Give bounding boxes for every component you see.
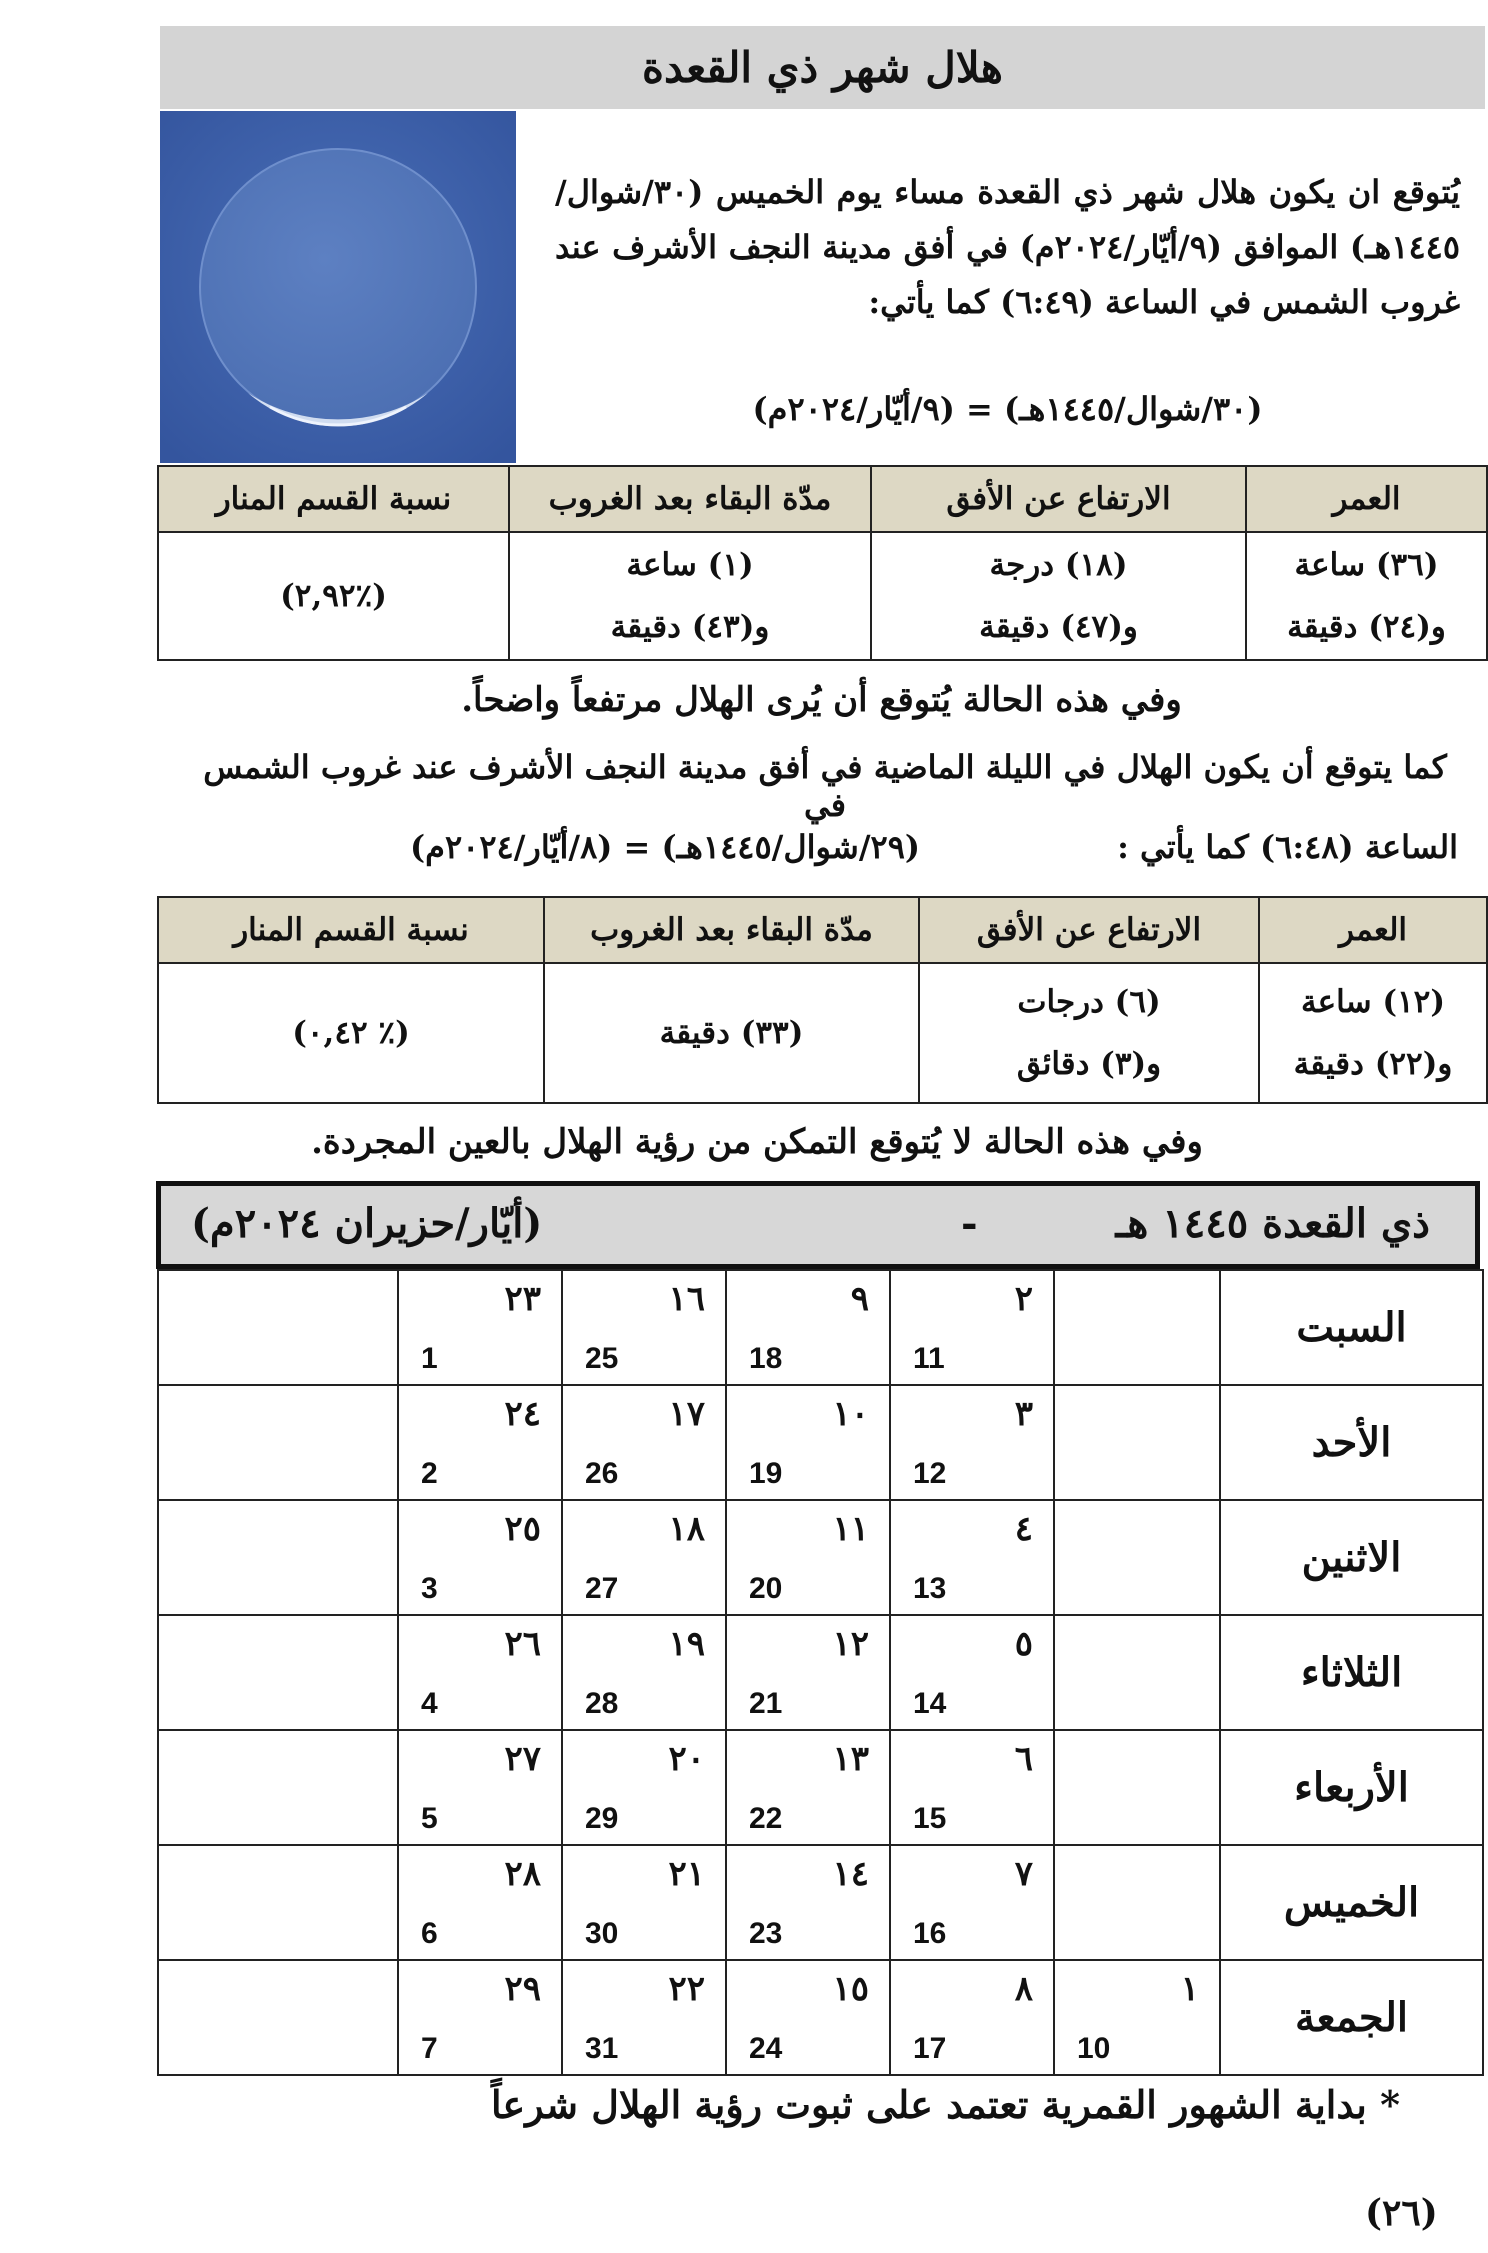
calendar-cell: [890, 1730, 1054, 1845]
calendar-cell: [890, 1615, 1054, 1730]
hijri-day: ٢٣: [504, 1279, 541, 1319]
hijri-day: ١٢: [832, 1624, 869, 1664]
calendar-cell: [890, 1500, 1054, 1615]
gregorian-day: 2: [421, 1457, 438, 1490]
calendar-cell: [158, 1270, 398, 1385]
calendar-cell: [398, 1845, 562, 1960]
hijri-day: ٩: [850, 1279, 869, 1319]
calendar-cell: [158, 1500, 398, 1615]
gregorian-day: 3: [421, 1572, 438, 1605]
gregorian-day: 28: [585, 1687, 619, 1720]
calendar-row: [158, 1960, 1483, 2075]
hijri-day: ١٥: [832, 1969, 869, 2009]
hijri-day: ٢: [1014, 1279, 1033, 1319]
calendar-cell: [726, 1615, 890, 1730]
previous-night-date: (٢٩/شوال/١٤٤٥هـ) = (٨/أيّار/٢٠٢٤م): [410, 828, 921, 866]
gregorian-day: 19: [749, 1457, 783, 1490]
calendar-row: [158, 1615, 1483, 1730]
gregorian-day: 23: [749, 1917, 783, 1950]
calendar-header: [156, 1181, 1480, 1269]
hijri-day: ١٦: [668, 1279, 705, 1319]
calendar-separator: -: [961, 1200, 978, 1247]
page-title: هلال شهر ذي القعدة: [642, 43, 1003, 92]
hijri-day: ١٣: [832, 1739, 869, 1779]
calendar-cell: [890, 1960, 1054, 2075]
gregorian-day: 22: [749, 1802, 783, 1835]
calendar-cell: [158, 1615, 398, 1730]
page-title-bar: [160, 26, 1485, 109]
header-age: العمر: [1259, 897, 1487, 963]
gregorian-day: 15: [913, 1802, 947, 1835]
gregorian-day: 16: [913, 1917, 947, 1950]
gregorian-day: 21: [749, 1687, 783, 1720]
calendar-cell: [562, 1960, 726, 2075]
page-number: (٢٦): [1365, 2192, 1438, 2234]
previous-night-time: الساعة (٦:٤٨) كما يأتي :: [1117, 828, 1458, 866]
gregorian-day: 31: [585, 2032, 619, 2065]
hijri-day: ٢٩: [504, 1969, 541, 2009]
visibility-table-2: [157, 896, 1488, 1104]
calendar-cell: [158, 1960, 398, 2075]
duration-cell: (٣٣) دقيقة: [544, 963, 919, 1103]
weekday-label: الخميس: [1220, 1845, 1483, 1960]
hijri-day: ٢٧: [504, 1739, 541, 1779]
calendar-cell: [562, 1615, 726, 1730]
illumination-cell: (٪٢,٩٢): [158, 532, 509, 660]
altitude-cell: (٦) درجات و(٣) دقائق: [919, 963, 1259, 1103]
calendar-cell: [562, 1385, 726, 1500]
calendar-cell: [1054, 1960, 1220, 2075]
hijri-day: ٢٦: [504, 1624, 541, 1664]
hijri-day: ٦: [1014, 1739, 1033, 1779]
header-altitude: الارتفاع عن الأفق: [871, 466, 1246, 532]
calendar-cell: [398, 1960, 562, 2075]
altitude-cell: (١٨) درجة و(٤٧) دقيقة: [871, 532, 1246, 660]
weekday-label: الجمعة: [1220, 1960, 1483, 2075]
gregorian-day: 4: [421, 1687, 438, 1720]
intro-date-line: (٣٠/شوال/١٤٤٥هـ) = (٩/أيّار/٢٠٢٤م): [752, 390, 1263, 428]
calendar-cell: [398, 1615, 562, 1730]
age-cell: (١٢) ساعة و(٢٢) دقيقة: [1259, 963, 1487, 1103]
calendar-row: [158, 1730, 1483, 1845]
calendar-cell: [562, 1500, 726, 1615]
hijri-day: ٢٨: [504, 1854, 541, 1894]
weekday-label: الأحد: [1220, 1385, 1483, 1500]
gregorian-day: 24: [749, 2032, 783, 2065]
calendar-grid: [157, 1269, 1484, 2076]
calendar-row: [158, 1500, 1483, 1615]
calendar-cell: [562, 1270, 726, 1385]
hijri-day: ١٨: [668, 1509, 705, 1549]
gregorian-day: 26: [585, 1457, 619, 1490]
calendar-cell: [890, 1845, 1054, 1960]
header-altitude: الارتفاع عن الأفق: [919, 897, 1259, 963]
gregorian-day: 5: [421, 1802, 438, 1835]
gregorian-day: 7: [421, 2032, 438, 2065]
hijri-day: ٢٤: [504, 1394, 541, 1434]
calendar-gregorian-months: (أيّار/حزيران ٢٠٢٤م): [191, 1200, 543, 1247]
calendar-cell: [158, 1845, 398, 1960]
gregorian-day: 11: [913, 1342, 945, 1375]
footnote: * بداية الشهور القمرية تعتمد على ثبوت رؤية الهلال شرعاً: [490, 2082, 1400, 2127]
calendar-cell: [158, 1385, 398, 1500]
calendar-row: [158, 1385, 1483, 1500]
calendar-cell: [1054, 1845, 1220, 1960]
calendar-cell: [726, 1385, 890, 1500]
gregorian-day: 20: [749, 1572, 783, 1605]
calendar-cell: [1054, 1730, 1220, 1845]
header-duration: مدّة البقاء بعد الغروب: [544, 897, 919, 963]
calendar-cell: [398, 1385, 562, 1500]
gregorian-day: 12: [913, 1457, 947, 1490]
calendar-cell: [726, 1730, 890, 1845]
gregorian-day: 25: [585, 1342, 619, 1375]
duration-cell: (١) ساعة و(٤٣) دقيقة: [509, 532, 871, 660]
calendar-cell: [726, 1960, 890, 2075]
gregorian-day: 1: [421, 1342, 438, 1375]
hijri-day: ٥: [1014, 1624, 1033, 1664]
calendar-cell: [726, 1270, 890, 1385]
calendar-cell: [1054, 1500, 1220, 1615]
calendar-cell: [562, 1730, 726, 1845]
statement-not-visible: وفي هذه الحالة لا يُتوقع التمكن من رؤية الهلال بالعين المجردة.: [311, 1122, 1203, 1162]
calendar-hijri-month: ذي القعدة ١٤٤٥ هـ: [1115, 1200, 1430, 1247]
statement-visible: وفي هذه الحالة يُتوقع أن يُرى الهلال مرتفعاً واضحاً.: [461, 680, 1182, 720]
hijri-day: ١٤: [832, 1854, 869, 1894]
hijri-day: ٣: [1014, 1394, 1033, 1434]
calendar-cell: [1054, 1385, 1220, 1500]
gregorian-day: 18: [749, 1342, 783, 1375]
calendar-cell: [890, 1385, 1054, 1500]
gregorian-day: 30: [585, 1917, 619, 1950]
calendar-row: [158, 1270, 1483, 1385]
weekday-label: الثلاثاء: [1220, 1615, 1483, 1730]
weekday-label: الاثنين: [1220, 1500, 1483, 1615]
calendar-cell: [726, 1845, 890, 1960]
hijri-day: ٢١: [668, 1854, 705, 1894]
calendar-cell: [398, 1500, 562, 1615]
calendar-cell: [562, 1845, 726, 1960]
calendar-cell: [726, 1500, 890, 1615]
header-duration: مدّة البقاء بعد الغروب: [509, 466, 871, 532]
calendar-cell: [158, 1730, 398, 1845]
visibility-table-1: [157, 465, 1488, 661]
calendar-cell: [398, 1730, 562, 1845]
previous-night-line1: كما يتوقع أن يكون الهلال في الليلة الماضية في أفق مدينة النجف الأشرف عند غروب الشمس في: [203, 748, 1447, 824]
gregorian-day: 29: [585, 1802, 619, 1835]
weekday-label: السبت: [1220, 1270, 1483, 1385]
hijri-day: ١٩: [668, 1624, 705, 1664]
calendar-cell: [890, 1270, 1054, 1385]
hijri-day: ٢٥: [504, 1509, 541, 1549]
calendar-row: [158, 1845, 1483, 1960]
hijri-day: ٧: [1014, 1854, 1033, 1894]
age-cell: (٣٦) ساعة و(٢٤) دقيقة: [1246, 532, 1487, 660]
moon-image: [160, 111, 516, 463]
gregorian-day: 13: [913, 1572, 947, 1605]
intro-paragraph: يُتوقع ان يكون هلال شهر ذي القعدة مساء يوم الخميس (٣٠/شوال/١٤٤٥هـ) الموافق (٩/أيّار/٢٠٢٤م) في أفق مدينة النجف الأشرف عند غروب الشمس في الساعة (٦:٤٩) كما يأتي:: [555, 173, 1461, 321]
gregorian-day: 17: [913, 2032, 947, 2065]
weekday-label: الأربعاء: [1220, 1730, 1483, 1845]
calendar-cell: [1054, 1615, 1220, 1730]
hijri-day: ١٧: [668, 1394, 705, 1434]
hijri-day: ٢٢: [668, 1969, 705, 2009]
gregorian-day: 27: [585, 1572, 619, 1605]
hijri-day: ٨: [1014, 1969, 1033, 2009]
hijri-day: ١١: [832, 1509, 869, 1549]
hijri-day: ١٠: [832, 1394, 869, 1434]
illumination-cell: (٪ ٠,٤٢): [158, 963, 544, 1103]
calendar-cell: [1054, 1270, 1220, 1385]
header-illumination: نسبة القسم المنار: [158, 466, 509, 532]
header-age: العمر: [1246, 466, 1487, 532]
hijri-day: ٢٠: [668, 1739, 705, 1779]
hijri-day: ٤: [1014, 1509, 1033, 1549]
gregorian-day: 10: [1077, 2032, 1111, 2065]
hijri-day: ١: [1180, 1969, 1199, 2009]
calendar-cell: [398, 1270, 562, 1385]
gregorian-day: 14: [913, 1687, 947, 1720]
header-illumination: نسبة القسم المنار: [158, 897, 544, 963]
gregorian-day: 6: [421, 1917, 438, 1950]
